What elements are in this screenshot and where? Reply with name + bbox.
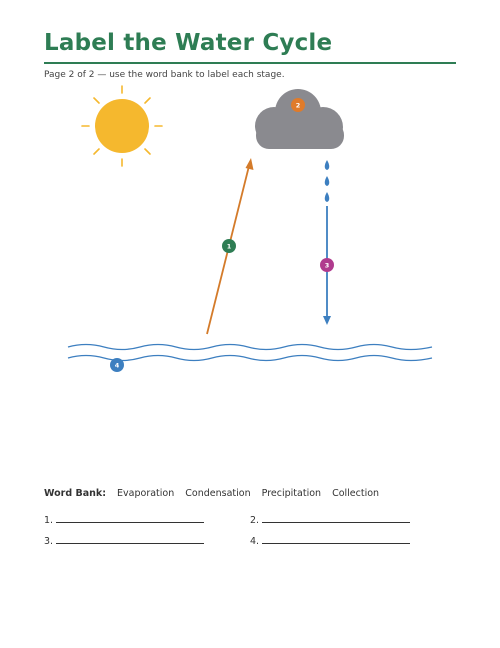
answer-line-1 bbox=[44, 513, 204, 526]
badge-1 bbox=[222, 239, 236, 253]
answer-number: 3. bbox=[44, 536, 54, 547]
cloud-icon bbox=[255, 89, 344, 149]
answer-line-4 bbox=[250, 534, 410, 547]
word-bank bbox=[44, 488, 387, 499]
word-bank-word: Condensation bbox=[185, 488, 251, 499]
svg-text:3: 3 bbox=[324, 261, 330, 270]
answer-line-3 bbox=[44, 534, 204, 547]
answer-blank-3[interactable] bbox=[56, 534, 204, 544]
answer-blank-2[interactable] bbox=[262, 513, 410, 523]
badge-4 bbox=[110, 358, 124, 372]
page-title: Label the Water Cycle bbox=[44, 30, 333, 56]
word-bank-word: Collection bbox=[332, 488, 380, 499]
answer-number: 4. bbox=[250, 536, 260, 547]
svg-text:4: 4 bbox=[114, 361, 120, 370]
answer-number: 1. bbox=[44, 515, 54, 526]
water-waves bbox=[68, 345, 432, 361]
answer-line-2 bbox=[250, 513, 410, 526]
answer-number: 2. bbox=[250, 515, 260, 526]
word-bank-label: Word Bank: bbox=[44, 488, 106, 499]
page-subtitle: Page 2 of 2 — use the word bank to label each stage. bbox=[44, 70, 285, 80]
svg-text:1: 1 bbox=[226, 242, 232, 251]
word-bank-word: Evaporation bbox=[117, 488, 175, 499]
sun-disc bbox=[95, 99, 149, 153]
badge-3 bbox=[320, 258, 334, 272]
word-bank-word: Precipitation bbox=[261, 488, 322, 499]
raindrop-icons bbox=[325, 160, 330, 202]
sun-icon bbox=[82, 86, 162, 166]
answer-blank-1[interactable] bbox=[56, 513, 204, 523]
badge-2 bbox=[291, 98, 305, 112]
svg-text:2: 2 bbox=[295, 101, 301, 110]
answer-blank-4[interactable] bbox=[262, 534, 410, 544]
